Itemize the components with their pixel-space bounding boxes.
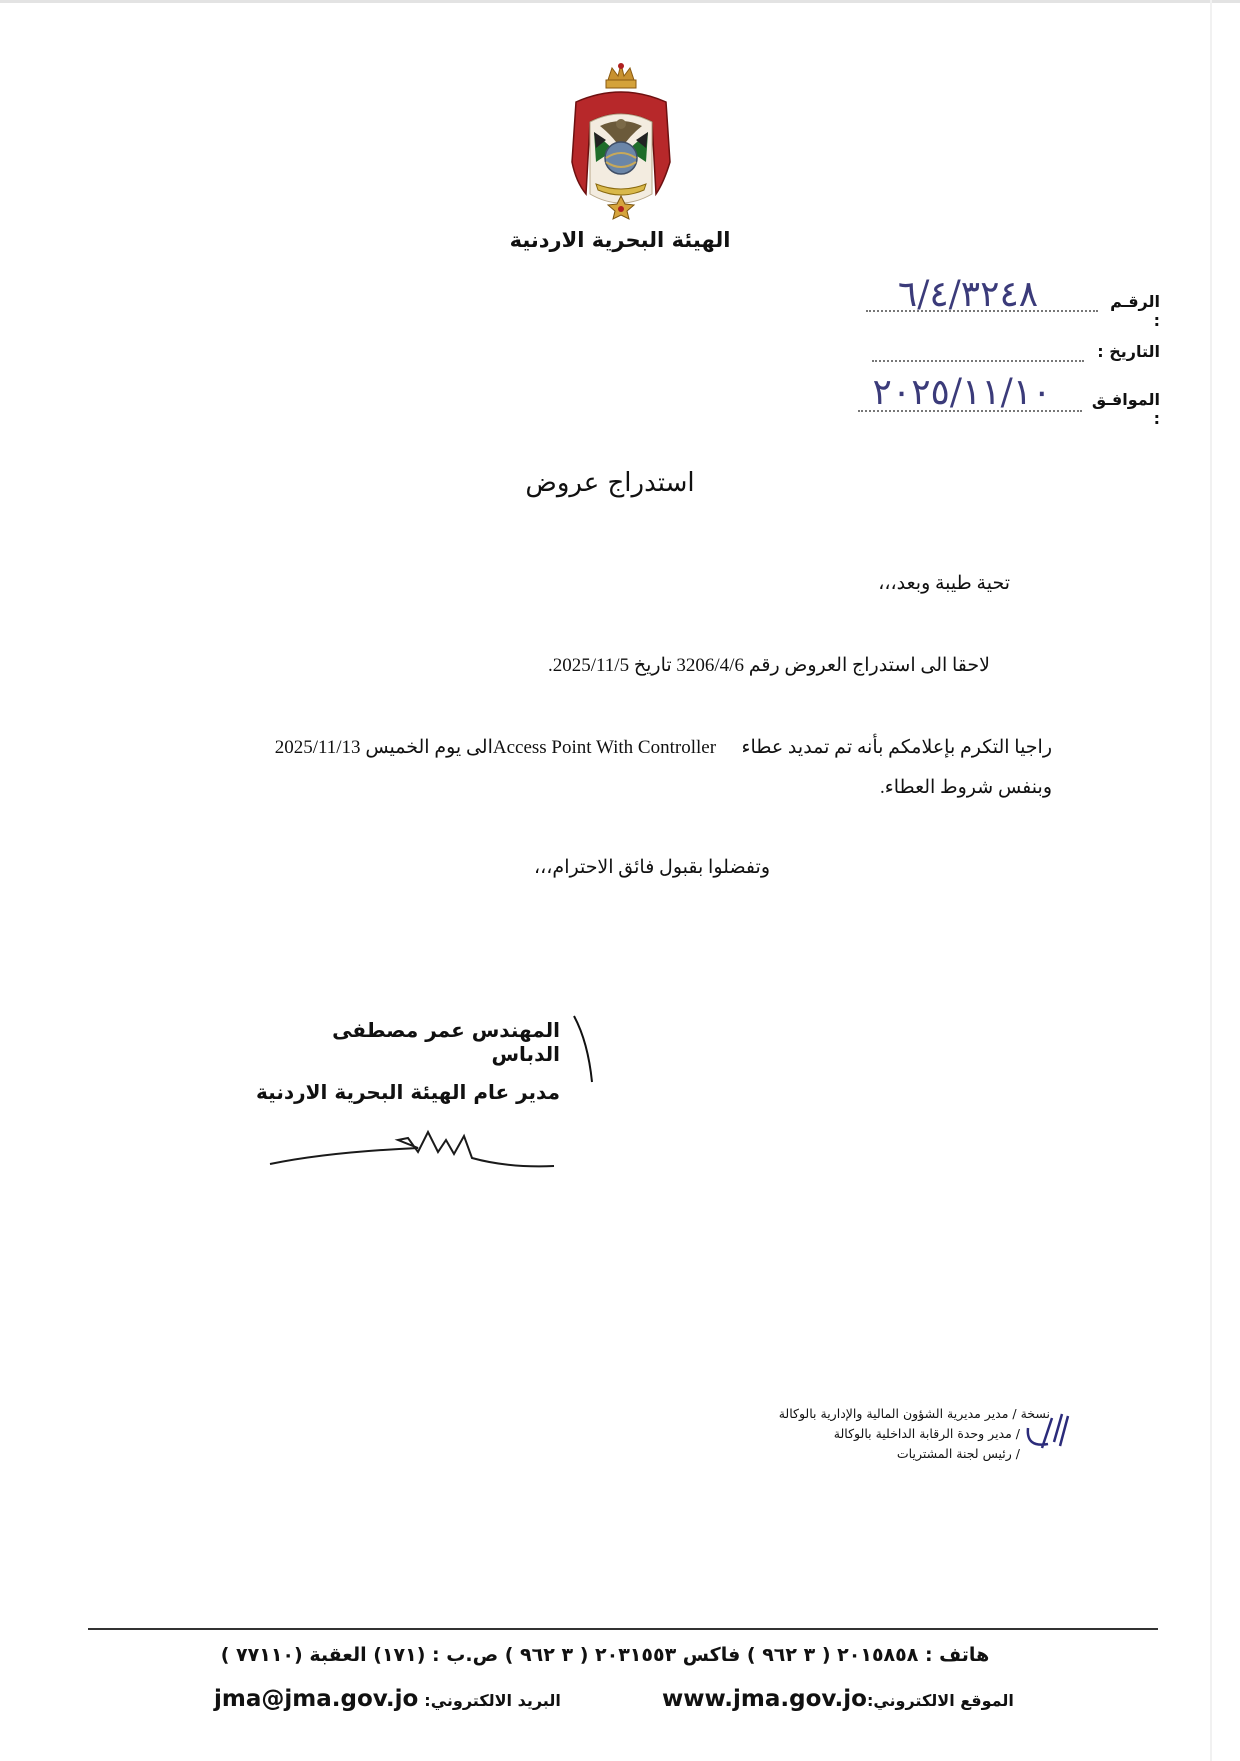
page-top-edge: [0, 0, 1240, 3]
footer-email[interactable]: jma@jma.gov.jo: [214, 1686, 419, 1712]
body-line-1-deadline: الى يوم الخميس 2025/11/13: [274, 737, 493, 758]
coat-of-arms-icon: [556, 62, 686, 222]
footer-website-label: الموقع الالكتروني:: [866, 1691, 1014, 1710]
copy-line-1: نسخة / مدير مديرية الشؤون المالية والإدارية بالوكالة: [778, 1406, 1050, 1421]
equivalent-label: الموافـق :: [1091, 390, 1160, 428]
letter-subject: استدراج عروض: [525, 468, 695, 498]
signatory-title: مدير عام الهيئة البحرية الاردنية: [256, 1080, 560, 1104]
date-dotted-line: [872, 360, 1084, 362]
handwritten-signature-icon: [268, 1118, 558, 1174]
footer-website[interactable]: www.jma.gov.jo: [662, 1686, 867, 1712]
reference-line: لاحقا الى استدراج العروض رقم 3206/4/6 تاريخ 2025/11/5.: [547, 655, 990, 676]
body-line-2: وبنفس شروط العطاء.: [880, 777, 1052, 798]
body-line-1: [220, 736, 1052, 759]
page-right-edge: [1210, 0, 1212, 1761]
body-line-1-intro: راجيا التكرم بإعلامكم بأنه تم تمديد عطاء: [741, 737, 1052, 758]
footer-email-block: [214, 1686, 594, 1718]
number-handwritten: ٦/٤/٣٢٤٨: [897, 274, 1039, 315]
equivalent-handwritten: ٢٠٢٥/١١/١٠: [872, 372, 1052, 413]
copy-line-2: / مدير وحدة الرقابة الداخلية بالوكالة: [833, 1426, 1020, 1441]
organization-name: الهيئة البحرية الاردنية: [509, 228, 731, 252]
number-label: الرقـم :: [1110, 292, 1160, 330]
copy-line-3: / رئيس لجنة المشتريات: [896, 1446, 1020, 1461]
footer-divider: [88, 1628, 1158, 1630]
greeting: تحية طيبة وبعد،،،: [878, 573, 1010, 594]
footer-contact: هاتف : ٢٠١٥٨٥٨ ( ٣ ٩٦٢ ) فاكس ٢٠٣١٥٥٣ ( ٣ ٩٦٢ ) ص.ب : (١٧١) العقبة (٧٧١١٠ ): [220, 1644, 990, 1666]
tender-item-name: Access Point With Controller: [492, 737, 717, 758]
closing-line: وتفضلوا بقبول فائق الاحترام،،،: [534, 857, 770, 878]
footer-email-label: البريد الالكتروني:: [424, 1691, 561, 1710]
date-label: التاريخ :: [1097, 342, 1160, 361]
signatory-name: المهندس عمر مصطفى الدباس: [332, 1018, 560, 1066]
footer-website-block: [662, 1686, 1022, 1718]
signature-bracket-mark: [570, 1012, 600, 1086]
